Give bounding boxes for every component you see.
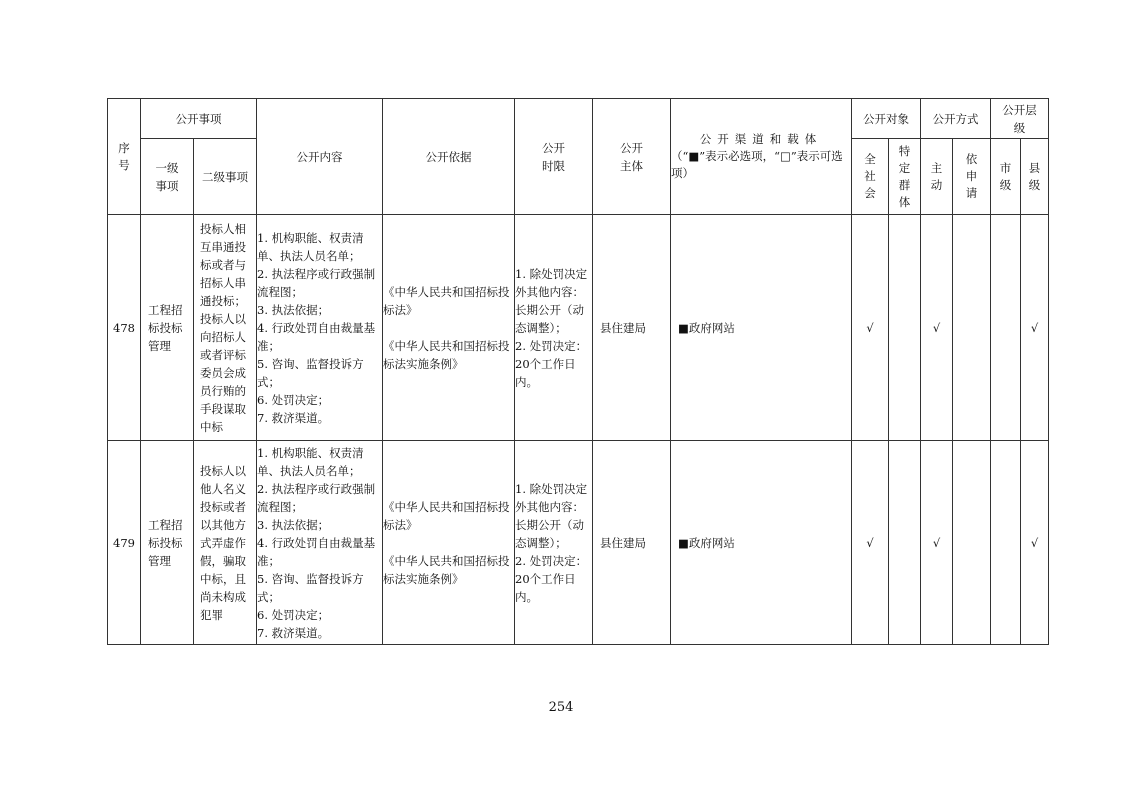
header-channel-title: 公开渠道和载体 (699, 132, 823, 146)
row-method-active: √ (921, 215, 953, 441)
row-tier-city (991, 215, 1021, 441)
header-content: 公开内容 (257, 99, 383, 215)
content-item: 7. 救济渠道。 (257, 410, 330, 425)
header-method-group: 公开方式 (921, 99, 991, 139)
row-content (257, 215, 383, 441)
content-item: 2. 执法程序或行政强制流程图； (257, 481, 376, 514)
row-seq: 478 (108, 215, 141, 441)
row-target-all: √ (852, 441, 889, 645)
row-time-limit (515, 215, 593, 441)
row-level2: 投标人以他人名义投标或者以其他方式弄虚作假，骗取中标，且尚未构成犯罪 (194, 441, 257, 645)
content-item: 5. 咨询、监督投诉方式； (257, 356, 364, 389)
time-limit-item: 2. 处罚决定：20个工作日内。 (515, 553, 588, 604)
header-method-active: 主动 (921, 139, 953, 215)
header-channel-note: （“■”表示必选项，“□”表示可选项） (671, 149, 843, 180)
row-subject: 县住建局 (593, 441, 671, 645)
header-tier-city: 市级 (991, 139, 1021, 215)
header-level1: 一级事项 (141, 139, 194, 215)
content-item: 4. 行政处罚自由裁量基准； (257, 320, 376, 353)
row-target-specific (889, 215, 921, 441)
content-item: 2. 执法程序或行政强制流程图； (257, 266, 376, 299)
row-level1: 工程招标投标管理 (141, 441, 194, 645)
row-method-request (953, 441, 991, 645)
basis-regulation: 《中华人民共和国招标投标法实施条例》 (383, 553, 510, 586)
row-method-request (953, 215, 991, 441)
disclosure-table (107, 98, 1049, 645)
time-limit-item: 1. 除处罚决定外其他内容：长期公开（动态调整）； (515, 266, 588, 335)
header-target-all: 全社会 (852, 139, 889, 215)
header-target-specific: 特定群体 (889, 139, 921, 215)
header-tier-county: 县级 (1021, 139, 1049, 215)
basis-law: 《中华人民共和国招标投标法》 (383, 284, 510, 317)
header-channel (671, 99, 852, 215)
header-subject: 公开主体 (593, 99, 671, 215)
basis-regulation: 《中华人民共和国招标投标法实施条例》 (383, 338, 510, 371)
content-item: 7. 救济渠道。 (257, 625, 330, 640)
content-item: 6. 处罚决定； (257, 607, 330, 622)
row-basis (383, 215, 515, 441)
row-subject: 县住建局 (593, 215, 671, 441)
row-channel: ■政府网站 (671, 441, 852, 645)
time-limit-item: 2. 处罚决定：20个工作日内。 (515, 338, 588, 389)
row-target-specific (889, 441, 921, 645)
content-item: 3. 执法依据； (257, 302, 330, 317)
header-time-limit: 公开时限 (515, 99, 593, 215)
table-row (108, 441, 1049, 645)
row-channel: ■政府网站 (671, 215, 852, 441)
content-item: 5. 咨询、监督投诉方式； (257, 571, 364, 604)
content-item: 3. 执法依据； (257, 517, 330, 532)
header-basis: 公开依据 (383, 99, 515, 215)
row-seq: 479 (108, 441, 141, 645)
content-item: 6. 处罚决定； (257, 392, 330, 407)
row-level2: 投标人相互串通投标或者与招标人串通投标；投标人以向招标人或者评标委员会成员行贿的手段谋取中标 (194, 215, 257, 441)
page-number: 254 (548, 700, 574, 715)
header-tier-group: 公开层级 (991, 99, 1049, 139)
row-tier-county: √ (1021, 441, 1049, 645)
header-level2: 二级事项 (194, 139, 257, 215)
row-level1: 工程招标投标管理 (141, 215, 194, 441)
table-row (108, 215, 1049, 441)
row-target-all: √ (852, 215, 889, 441)
content-item: 1. 机构职能、权责清单、执法人员名单； (257, 230, 364, 263)
row-content (257, 441, 383, 645)
header-method-request: 依申请 (953, 139, 991, 215)
basis-law: 《中华人民共和国招标投标法》 (383, 499, 510, 532)
header-target-group: 公开对象 (852, 99, 921, 139)
row-tier-county: √ (1021, 215, 1049, 441)
header-seq: 序号 (108, 99, 141, 215)
time-limit-item: 1. 除处罚决定外其他内容：长期公开（动态调整）； (515, 481, 588, 550)
content-item: 4. 行政处罚自由裁量基准； (257, 535, 376, 568)
row-basis (383, 441, 515, 645)
row-method-active: √ (921, 441, 953, 645)
header-matter-group: 公开事项 (141, 99, 257, 139)
content-item: 1. 机构职能、权责清单、执法人员名单； (257, 445, 364, 478)
row-time-limit (515, 441, 593, 645)
row-tier-city (991, 441, 1021, 645)
